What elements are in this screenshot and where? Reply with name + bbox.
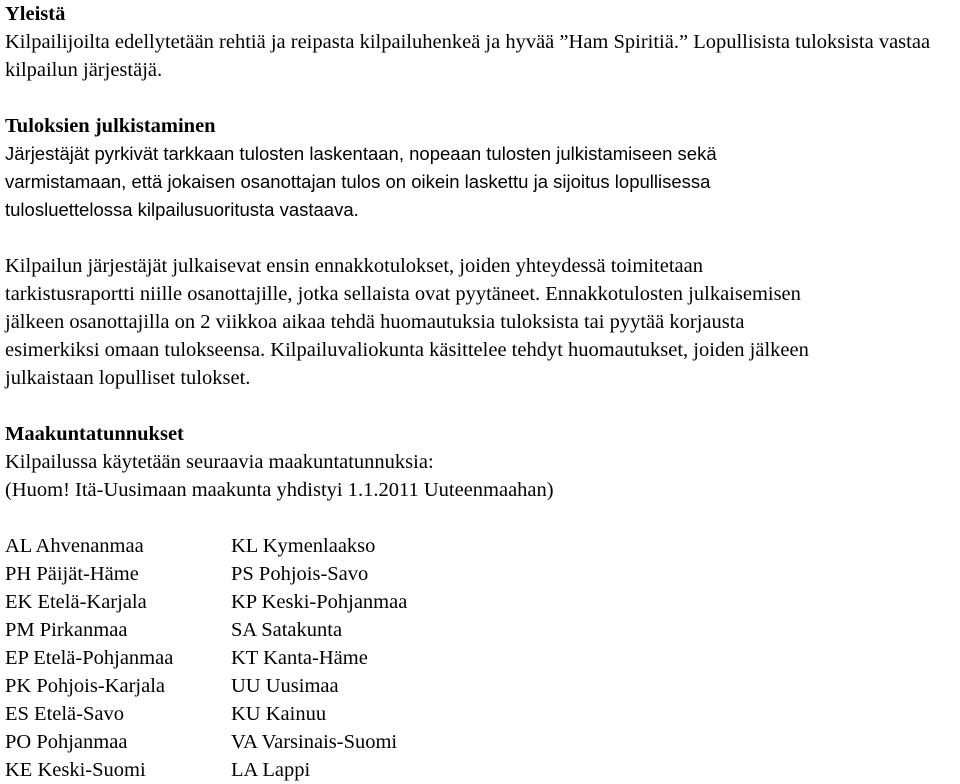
region-code-item: SA Satakunta: [231, 619, 343, 641]
results-p1-line: varmistamaan, että jokaisen osanottajan tulos on oikein laskettu ja sijoitus lopullisessa: [5, 171, 711, 192]
regions-note: (Huom! Itä-Uusimaan maakunta yhdistyi 1.1.2011 Uuteenmaahan): [5, 479, 554, 501]
spacer: [5, 84, 960, 112]
results-p2-line: Kilpailun järjestäjät julkaisevat ensin ennakkotulokset, joiden yhteydessä toimitetaan: [5, 255, 703, 277]
results-p2-line: jälkeen osanottajilla on 2 viikkoa aikaa tehdä huomautuksia tuloksista tai pyytää korjausta: [5, 311, 745, 333]
region-code-item: PM Pirkanmaa: [5, 619, 128, 641]
regions-section: [5, 420, 960, 504]
region-column-right: [231, 532, 407, 784]
region-code-item: PO Pohjanmaa: [5, 731, 128, 753]
region-code-item: KT Kanta-Häme: [231, 647, 368, 669]
region-code-item: AL Ahvenanmaa: [5, 535, 144, 557]
results-paragraph-2: [5, 252, 960, 392]
region-code-item: EK Etelä-Karjala: [5, 591, 147, 613]
region-code-item: KP Keski-Pohjanmaa: [231, 591, 408, 613]
general-heading: Yleistä: [5, 3, 66, 25]
document-page: [5, 0, 960, 504]
region-code-item: PH Päijät-Häme: [5, 563, 139, 585]
region-column-left: [5, 532, 173, 784]
region-code-item: KU Kainuu: [231, 703, 327, 725]
spacer: [5, 392, 960, 420]
region-code-item: PK Pohjois-Karjala: [5, 675, 165, 697]
results-p2-line: julkaistaan lopulliset tulokset.: [5, 367, 251, 389]
results-p1-line: Järjestäjät pyrkivät tarkkaan tulosten laskentaan, nopeaan tulosten julkistamiseen sekä: [5, 143, 717, 164]
region-code-item: UU Uusimaa: [231, 675, 339, 697]
spacer: [5, 224, 960, 252]
region-code-item: LA Lappi: [231, 759, 311, 781]
results-p2-line: esimerkiksi omaan tulokseensa. Kilpailuvaliokunta käsittelee tehdyt huomautukset, joiden jälkeen: [5, 339, 809, 361]
general-text: Kilpailijoilta edellytetään rehtiä ja reipasta kilpailuhenkeä ja hyvää ”Ham Spiritiä.” Lopullisista tuloksista vastaa kilpailun järjestäjä.: [5, 31, 931, 81]
results-p1-line: tulosluettelossa kilpailusuoritusta vastaava.: [5, 199, 359, 220]
region-code-item: VA Varsinais-Suomi: [231, 731, 398, 753]
region-code-item: KE Keski-Suomi: [5, 759, 146, 781]
results-p2-line: tarkistusraportti niille osanottajille, jotka sellaista ovat pyytäneet. Ennakkotulosten julkaisemisen: [5, 283, 801, 305]
results-paragraph-1: [5, 140, 960, 224]
region-code-item: PS Pohjois-Savo: [231, 563, 369, 585]
regions-intro: Kilpailussa käytetään seuraavia maakuntatunnuksia:: [5, 451, 434, 473]
region-code-item: KL Kymenlaakso: [231, 535, 376, 557]
regions-heading: Maakuntatunnukset: [5, 423, 184, 445]
region-code-item: ES Etelä-Savo: [5, 703, 124, 725]
region-code-item: EP Etelä-Pohjanmaa: [5, 647, 174, 669]
general-section: [5, 0, 960, 84]
results-heading: Tuloksien julkistaminen: [5, 115, 216, 137]
results-section: [5, 112, 960, 392]
